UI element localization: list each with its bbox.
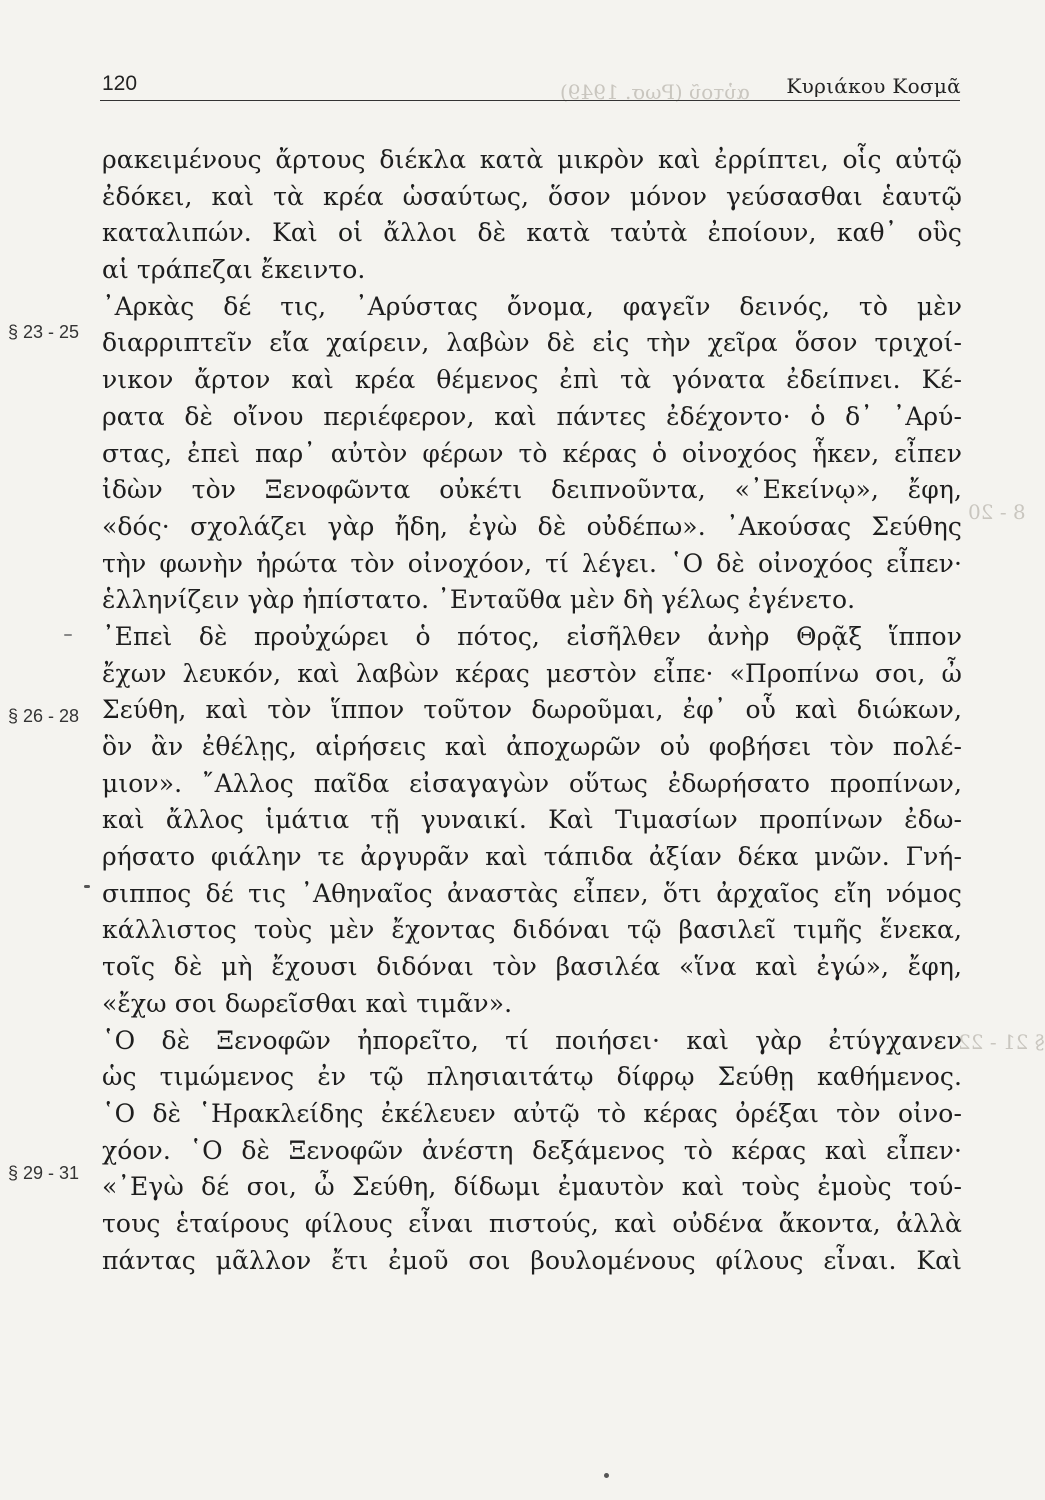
margin-reference: § 23 - 25 — [8, 322, 80, 342]
text-line: ἰδὼν τὸν Ξενοφῶντα οὐκέτι δειπνοῦντα, «᾽Εκείνῳ», ἔφη, — [102, 475, 962, 505]
text-line: ρατα δὲ οἴνου περιέφερον, καὶ πάντες ἐδέχοντο· ὁ δ᾽ ᾽Αρύ- — [102, 401, 962, 431]
text-line: ᾽Επεὶ δὲ προὐχώρει ὁ πότος, εἰσῆλθεν ἀνὴρ Θρᾷξ ἵππον — [102, 621, 962, 651]
text-line: σιππος δέ τις ᾽Αθηναῖος ἀναστὰς εἶπεν, ὅτι ἀρχαῖος εἴη νόμος — [102, 878, 962, 908]
text-line: αἱ τράπεζαι ἔκειντο. — [102, 255, 366, 285]
running-head: Κυριάκου Κοσμᾶ — [786, 74, 961, 98]
text-line: νικον ἄρτον καὶ κρέα θέμενος ἐπὶ τὰ γόνατα ἐδείπνει. Κέ- — [102, 365, 962, 395]
text-line: στας, ἐπεὶ παρ᾽ αὐτὸν φέρων τὸ κέρας ὁ οἰνοχόος ἧκεν, εἶπεν — [102, 438, 962, 468]
text-line: κάλλιστος τοὺς μὲν ἔχοντας διδόναι τῷ βασιλεῖ τιμῆς ἕνεκα, — [102, 915, 962, 945]
text-line: πάντας μᾶλλον ἔτι ἐμοῦ σοι βουλομένους φίλους εἶναι. Καὶ — [102, 1245, 962, 1275]
text-line: ἐδόκει, καὶ τὰ κρέα ὡσαύτως, ὅσον μόνον γεύσασθαι ἑαυτῷ — [102, 181, 962, 211]
page-number: 120 — [102, 72, 138, 95]
text-line: Σεύθη, καὶ τὸν ἵππον τοῦτον δωροῦμαι, ἐφ᾽ οὗ καὶ διώκων, — [102, 695, 962, 725]
text-line: καὶ ἄλλος ἱμάτια τῇ γυναικί. Καὶ Τιμασίων προπίνων ἐδω- — [102, 805, 962, 835]
text-line: ῾Ο δὲ ῾Ηρακλείδης ἐκέλευεν αὐτῷ τὸ κέρας ὀρέξαι τὸν οἰνο- — [102, 1098, 962, 1128]
text-line: «᾽Εγὼ δέ σοι, ὦ Σεύθη, δίδωμι ἐμαυτὸν καὶ τοὺς ἐμοὺς τού- — [102, 1172, 962, 1202]
text-line: «ἔχω σοι δωρεῖσθαι καὶ τιμᾶν». — [102, 988, 513, 1018]
body-text — [102, 142, 962, 1279]
text-line: ῾Ο δὲ Ξενοφῶν ἠπορεῖτο, τί ποιήσει· καὶ γὰρ ἐτύγχανεν — [102, 1025, 962, 1055]
text-line: «δός· σχολάζει γὰρ ἤδη, ἐγὼ δὲ οὐδέπω». ᾽Ακούσας Σεύθης — [102, 511, 962, 541]
bleed-through-text: 8 - 20 — [968, 500, 1026, 524]
text-line: τὴν φωνὴν ἠρώτα τὸν οἰνοχόον, τί λέγει. ῾Ο δὲ οἰνοχόος εἶπεν· — [102, 548, 962, 578]
text-line: ρήσατο φιάλην τε ἀργυρᾶν καὶ τάπιδα ἀξίαν δέκα μνῶν. Γνή- — [102, 842, 962, 872]
text-line: τοῖς δὲ μὴ ἔχουσι διδόναι τὸν βασιλέα «ἵνα καὶ ἐγώ», ἔφη, — [102, 952, 962, 982]
header-rule — [100, 100, 960, 101]
text-line: χόον. ῾Ο δὲ Ξενοφῶν ἀνέστη δεξάμενος τὸ κέρας καὶ εἶπεν· — [102, 1135, 962, 1165]
text-line: μιον». ῎Αλλος παῖδα εἰσαγαγὼν οὕτως ἐδωρήσατο προπίνων, — [102, 768, 962, 798]
text-line: τους ἑταίρους φίλους εἶναι πιστούς, καὶ οὐδένα ἄκοντα, ἀλλὰ — [102, 1208, 962, 1238]
text-line: καταλιπών. Καὶ οἱ ἄλλοι δὲ κατὰ ταὐτὰ ἐποίουν, καθ᾽ οὓς — [102, 218, 962, 248]
margin-reference: § 29 - 31 — [8, 1163, 80, 1183]
ink-speck — [84, 885, 90, 888]
text-line: ὡς τιμώμενος ἐν τῷ πλησιαιτάτῳ δίφρῳ Σεύθῃ καθήμενος. — [102, 1062, 962, 1092]
text-line: διαρριπτεῖν εἴα χαίρειν, λαβὼν δὲ εἰς τὴν χεῖρα ὅσον τριχοί- — [102, 328, 962, 358]
text-line: ρακειμένους ἄρτους διέκλα κατὰ μικρὸν καὶ ἐρρίπτει, οἷς αὐτῷ — [102, 145, 962, 174]
ink-speck — [64, 634, 72, 636]
bleed-through-text: § 21 - 22 — [958, 1030, 1045, 1054]
margin-reference: § 26 - 28 — [8, 706, 80, 726]
text-line: ᾽Αρκὰς δέ τις, ᾽Αρύστας ὄνομα, φαγεῖν δεινός, τὸ μὲν — [102, 291, 962, 321]
ink-speck — [604, 1473, 609, 1478]
text-line: ὃν ἂν ἐθέλῃς, αἱρήσεις καὶ ἀποχωρῶν οὐ φοβήσει τὸν πολέ- — [102, 732, 962, 761]
bleed-through-text: αὐτοῦ (Ρωσ. 1949) — [560, 80, 750, 104]
text-line: ἔχων λευκόν, καὶ λαβὼν κέρας μεστὸν εἶπε· «Προπίνω σοι, ὦ — [102, 658, 962, 688]
text-line: ἑλληνίζειν γὰρ ἠπίστατο. ᾽Ενταῦθα μὲν δὴ γέλως ἐγένετο. — [102, 585, 856, 615]
